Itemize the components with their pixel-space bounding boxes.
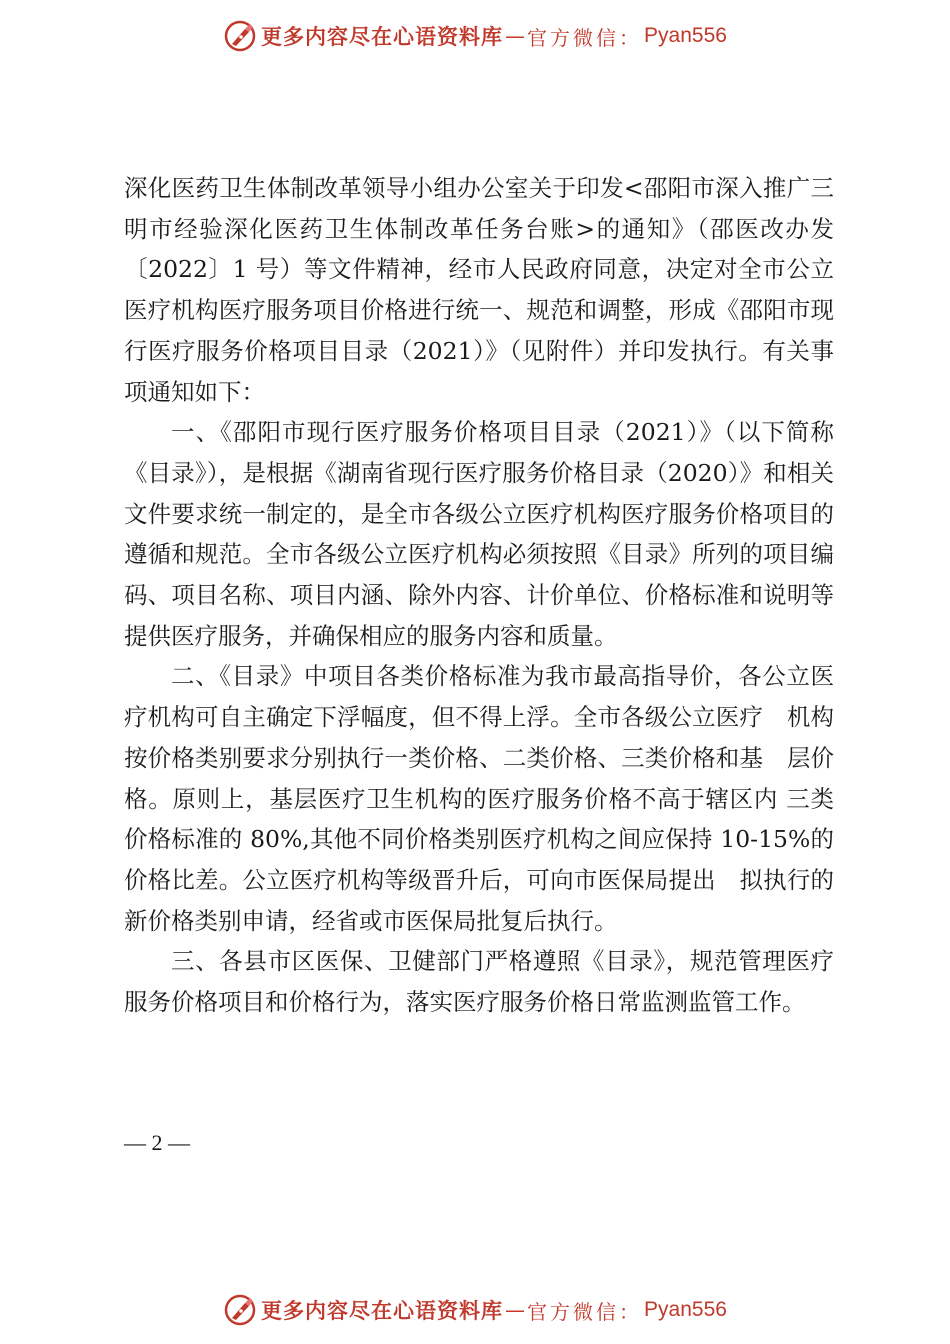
banner-dash: — [505, 24, 526, 48]
banner-dash: — [505, 1298, 526, 1322]
document-body [124, 168, 834, 1023]
banner-sub-text: 官方微信： [527, 25, 643, 50]
page-number: — 2 — [124, 1130, 190, 1155]
body-paragraph-intro: 深化医药卫生体制改革领导小组办公室关于印发<邵阳市深入推广三明市经验深化医药卫生体制改革任务台账>的通知》（邵医改办发〔2022〕1 号）等文件精神，经市人民政府同意，决定对全市公立医疗机构医疗服务项目价格进行统一、规范和调整，形成《邵阳市现行医疗服务价格项目目录（2021）》（见附件）并印发执行。有关事项通知如下： [124, 174, 834, 406]
footer-watermark-banner [0, 1288, 950, 1332]
header-watermark-banner [0, 14, 950, 58]
body-paragraph-2: 二、《目录》中项目各类价格标准为我市最高指导价，各公立医疗机构可自主确定下浮幅度，但不得上浮。全市各级公立医疗 机构按价格类别要求分别执行一类价格、二类价格、三类价格和基 层价格。原则上，基层医疗卫生机构的医疗服务价格不高于辖区内 三类价格标准的 80%,其他不同价格类别医疗机构之间应保持 10-15%的价格比差。公立医疗机构等级晋升后，可向市医保局提出 拟执行的新价格类别申请，经省或市医保局批复后执行。 [124, 662, 834, 935]
body-paragraph-1: 一、《邵阳市现行医疗服务价格项目目录（2021）》（以下简称《目录》），是根据《湖南省现行医疗服务价格目录（2020）》和相关文件要求统一制定的，是全市各级公立医疗机构医疗服务价格项目的遵循和规范。全市各级公立医疗机构必须按照《目录》所列的项目编码、项目名称、项目内涵、除外内容、计价单位、价格标准和说明等提供医疗服务，并确保相应的服务内容和质量。 [124, 418, 834, 650]
fountain-pen-logo-icon [223, 19, 257, 53]
fountain-pen-logo-icon [223, 1293, 257, 1327]
banner-sub-text: 官方微信： [527, 1299, 643, 1324]
body-paragraph-3: 三、各县市区医保、卫健部门严格遵照《目录》，规范管理医疗服务价格项目和价格行为，落实医疗服务价格日常监测监管工作。 [124, 947, 834, 1017]
banner-wechat-id: Pyan556 [644, 1298, 727, 1321]
banner-main-text: 更多内容尽在心语资料库 [261, 1298, 504, 1323]
banner-main-text: 更多内容尽在心语资料库 [261, 24, 504, 49]
banner-wechat-id: Pyan556 [644, 24, 727, 47]
